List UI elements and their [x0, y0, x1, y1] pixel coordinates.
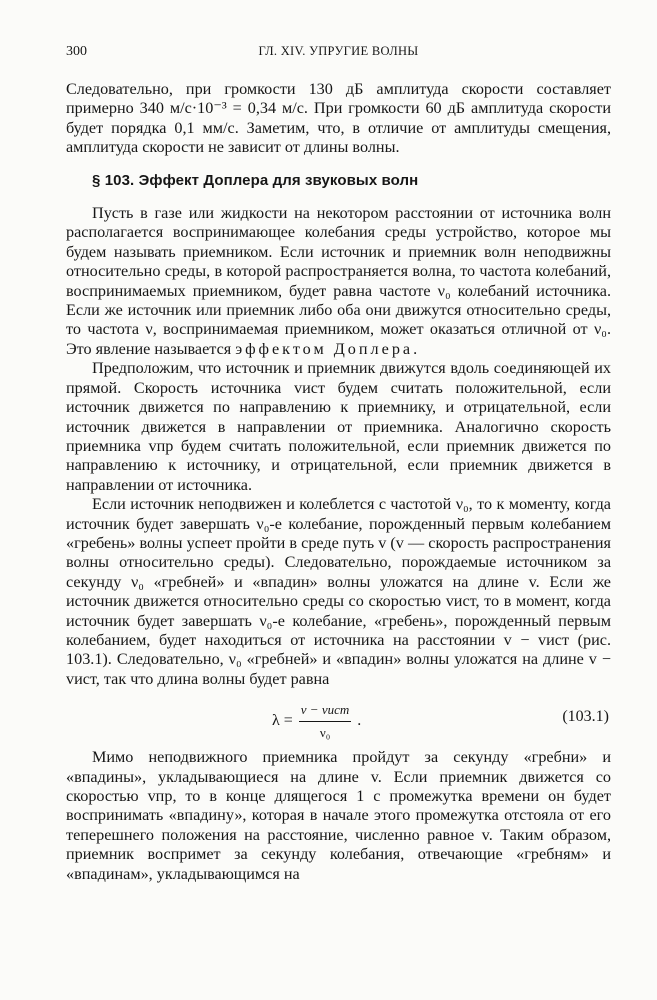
formula-period: .: [357, 712, 362, 730]
paragraph-continuation: Следовательно, при громкости 130 дБ амплитуда скорости составляет примерно 340 м/с·10⁻³ = 0,34 м/с. При громкости 60 дБ амплитуда скорости будет порядка 0,1 мм/с. Заметим, что, в отличие от амплитуды смещения, амплитуда скорости не зависит от длины волны.: [66, 80, 611, 157]
formula-fraction: [299, 700, 351, 742]
paragraph-sign-convention: Предположим, что источник и приемник движутся вдоль соединяющей их прямой. Скорость источника vист будем считать положительной, если источник движется по направлению к приемнику, и отрицательной, если источник движется в направлении от приемника. Аналогично скорость приемника vпр будем считать положительной, если приемник движется по направлению к источнику, и отрицательной, если приемник движется в направлении от источника.: [66, 359, 611, 494]
emphasized-term: эффектом Доплера.: [235, 339, 421, 358]
paragraph-text: Пусть в газе или жидкости на некотором расстоянии от источника волн располагается воспринимающее колебания среды устройство, которое мы будем называть приемником. Если источник и приемник волн неподвижны относительно среды, в которой распространяется волна, то частота колебаний, воспринимаемых приемником, будет равна частоте ν₀ колебаний источника. Если же источник или приемник либо оба они движутся относительно среды, то частота ν, воспринимаемая приемником, может оказаться отличной от ν₀. Это явление называется: [66, 204, 611, 358]
page-number: 300: [66, 44, 87, 59]
paragraph-wavelength: Если источник неподвижен и колеблется с частотой ν₀, то к моменту, когда источник будет завершать ν₀-е колебание, порожденный первым колебанием «гребень» волны успеет пройти в среде путь v (v — скорость распространения волны относительно среды). Следовательно, порождаемые источником за секунду ν₀ «гребней» и «впадин» волны уложатся на длине v. Если же источник движется относительно среды со скоростью vист, то в момент, когда источник будет завершать ν₀-е колебание, «гребень», порожденный первым колебанием, будет находиться от источника на расстоянии v − vист (рис. 103.1). Следовательно, ν₀ «гребней» и «впадин» волны уложатся на длине v − vист, так что длина волны будет равна: [66, 495, 611, 688]
paragraph-doppler-intro: [66, 204, 611, 359]
body-text: [66, 80, 611, 884]
section-heading: § 103. Эффект Доплера для звуковых волн: [92, 171, 419, 189]
equation-103-1: [66, 694, 611, 740]
formula-denominator: ν₀: [319, 724, 331, 740]
formula-numerator: v − vист: [299, 700, 351, 721]
running-head: ГЛ. XIV. УПРУГИЕ ВОЛНЫ: [258, 44, 419, 58]
formula-lhs: λ =: [272, 712, 293, 730]
equation-number: (103.1): [562, 708, 609, 726]
paragraph-receiver: Мимо неподвижного приемника пройдут за секунду «гребни» и «впадины», укладывающиеся на длине v. Если приемник движется со скоростью vпр, то в конце длящегося 1 с промежутка времени он будет воспринимать «впадину», которая в начале этого промежутка отстояла от его теперешнего положения на расстояние, численно равное v. Таким образом, приемник воспримет за секунду колебания, отвечающие «гребням» и «впадинам», укладывающимся на: [66, 748, 611, 883]
page-header: [66, 44, 611, 64]
formula: [272, 700, 361, 742]
